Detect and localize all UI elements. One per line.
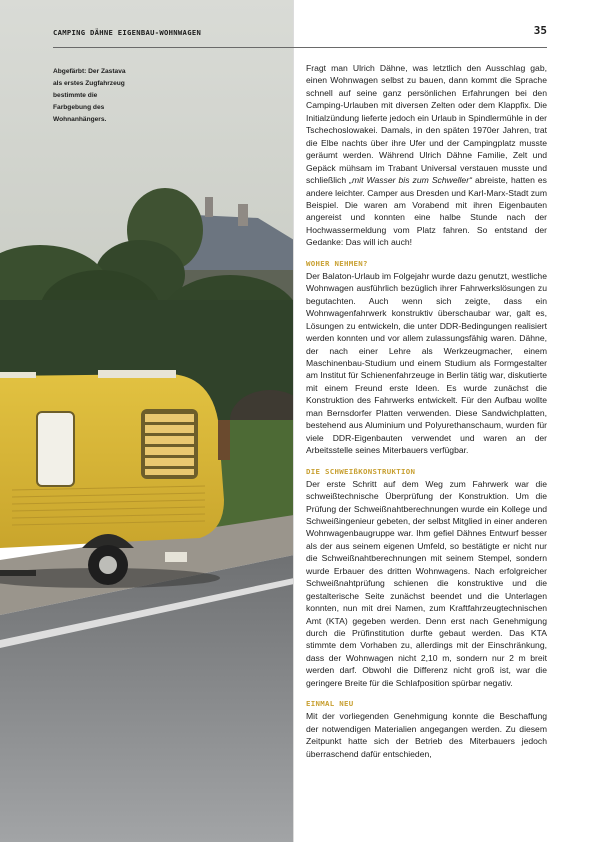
- section-heading-schweisskonstruktion: DIE SCHWEIßKONSTRUKTION: [306, 466, 416, 476]
- section-body-einmal-neu: Mit der vorliegenden Genehmigung konnte die Beschaffung der notwendigen Materialien angegangen werden. Zu diesem Zeitpunkt hatte sich der Betrieb des Miterbauers jedoch überraschend dafür entschieden,: [306, 711, 547, 759]
- section-body-woher-nehmen: Der Balaton-Urlaub im Folgejahr wurde dazu genutzt, westliche Wohnwagen ausführlich bezüglich ihrer Fahrwerkslösungen zu begutachten. Auch wenn sich zeigte, dass ein Wohnwagenfahrwerk konstruktiv überschaubar war, galt es, Lösungen zu entwickeln, die unter DDR-Bedingungen realisiert werden konnten und vor allem zulassungsfähig waren. Dähne, der nach einer Lehre als Werkzeugmacher, einem Maschinenbau-Studium und einem Studium als Formgestalter am Institut für Schienenfahrzeuge in Berlin tätig war, diskutierte mit einem Freund erste Ideen. Es wurde zunächst die Konstruktion des Fahrwerks entwickelt. Für den Aufbau wollte man Bernsdorfer Platten verwenden. Diese Sandwichplatten, bestehend aus Aluminium und Polyurethanschaum, wurden für viele DDR-Eigenbauten verwendet und waren an der Arbeitsstelle seines Miterbauers verfügbar.: [306, 270, 547, 456]
- photo-caption: Abgefärbt: Der Zastava als erstes Zugfahrzeug bestimmte die Farbgebung des Wohnanhängers.: [53, 68, 126, 124]
- article-body: [306, 62, 547, 760]
- intro-text-part-1: Fragt man Ulrich Dähne, was letztlich den Ausschlag gab, einen Wohnwagen selbst zu bauen, dann kommt die Sprache schnell auf seine ganz persönlichen Erfahrungen bei den Camping-Urlauben mit diversen Zelten oder dem Klappfix. Die Initialzündung lieferte jedoch ein Urlaub in Spindlermühle in der Tschechoslowakei. Damals, in den späten 1970er Jahren, trat die Elbe nachts über ihre Ufer und der Campingplatz musste geräumt werden. Während Ulrich Dähne Familie, Zelt und Gepäck mühsam im Trabant Universal verstauen musste und schließlich: [306, 63, 547, 186]
- intro-quote: „mit Wasser bis zum Schweller“: [349, 175, 472, 186]
- section-heading-einmal-neu: EINMAL NEU: [306, 699, 354, 709]
- header-divider: [53, 47, 547, 48]
- caravan-photo: [0, 0, 294, 842]
- section-body-schweisskonstruktion: Der erste Schritt auf dem Weg zum Fahrwerk war die schweißtechnische Überprüfung der Konstruktion. Um die Prüfung der Schweißnahtberechnungen wurde ein Kollege und Schweißingenieur gebeten, der selbst Mitglied in einer anderen Wohnwagenbaugruppe war. Ihm gefiel Dähnes Entwurf besser als der aus seinem eigenen Umfeld, so bestätigte er nicht nur die Schweißnahtberechnungen mit seinem Stempel, sondern wurde Erbauer des dritten Wohnwagens. Nach erfolgreicher Schweißnahtprüfung schienen die konstruktive und die gestalterische Seite zunächst beendet und die Unterlagen konnten, nun mit drei Namen, zum Kraftfahrzeugtechnischen Amt (KTA) gegeben werden. Denn erst nach Genehmigung durch die Prüfinstitution durfte gebaut werden. Das KTA stimmte dem Vorhaben zu, allerdings mit der Einschränkung, dass der Wohnwagen nicht 2,10 m, sondern nur 2 m breit werden darf. Obwohl die Differenz nicht groß ist, war die geringere Breite für die Schlafposition spürbar negativ.: [306, 478, 547, 688]
- intro-text-part-2: abreiste, hatten es andere leichter. Camper aus Dresden und Karl-Marx-Stadt zum Beispiel. Die waren am Vorabend mit ihren Eigenbauten angereist und konnten eine halbe Stunde nach der Hochwassermeldung vom Platz fahren. So entstand der Gedanke: Das will ich auch!: [306, 175, 547, 248]
- section-heading-woher-nehmen: WOHER NEHMEN?: [306, 258, 368, 268]
- article-intro: [306, 62, 547, 249]
- caravan-photo-image: [0, 0, 294, 842]
- running-header-title: CAMPING DÄHNE EIGENBAU-WOHNWAGEN: [53, 28, 202, 37]
- page-number: 35: [533, 24, 547, 37]
